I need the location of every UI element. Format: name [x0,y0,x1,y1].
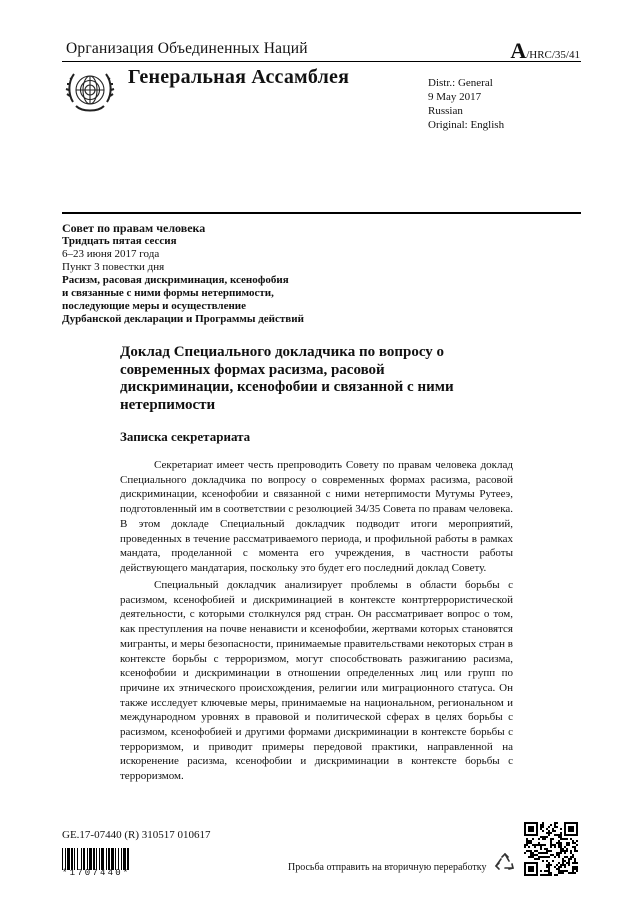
distr-original: Original: English [428,119,505,131]
agenda-title-line: последующие меры и осуществление [62,300,247,312]
document-number: GE.17-07440 (R) 310517 010617 [62,829,211,841]
council-block [62,222,304,326]
council-name: Совет по правам человека [62,221,206,235]
report-title: Доклад Специального докладчика по вопросу о современных формах расизма, расовой дискриминации, ксенофобии и связанной с ними нетерпимости [120,344,454,413]
general-assembly-title: Генеральная Ассамблея [128,66,350,88]
agenda-item: Пункт 3 повестки дня [62,261,165,273]
agenda-title-line: и связанные с ними формы нетерпимости, [62,287,274,299]
council-session: Тридцать пятая сессия [62,235,177,247]
barcode-number: *1707440* [62,868,131,878]
barcode [62,848,154,870]
body-paragraph-2: Специальный докладчик анализирует проблемы в области борьбы с расизмом, ксенофобией и дискриминацией в контексте контртеррористической деятельности, с которыми столкнулся ряд стран. Он рассматривает вопрос о том, как преступления на почве ненависти и ксенофобии, жертвами которых становятся мигранты, и меры безопасности, принимаемые правительствами некоторых стран в контексте борьбы с терроризмом, могут способствовать разжиганию расизма, ксенофобии и дискриминации в отношении определенных лиц или групп по причине их этнического происхождения, религии или миграционного статуса. Он также исследует ключевые меры, принимаемые на национальном, региональном и международном уровнях в правовой и политической сферах в целях борьбы с расизмом, ксенофобией и другими формами дискриминации в контексте борьбы с терроризмом, и приводит примеры передовой практики, направленной на искоренение расизма, ксенофобии и дискриминации в контексте борьбы с терроризмом. [120,579,513,783]
recycle-note: Просьба отправить на вторичную переработку [288,862,487,873]
agenda-title-line: Расизм, расовая дискриминация, ксенофобия [62,274,289,286]
recycle-icon [494,852,516,874]
un-emblem-icon [64,66,116,118]
middle-rule [62,212,581,214]
qr-code [524,822,578,876]
document-symbol-prefix: A [510,38,527,63]
organization-name: Организация Объединенных Наций [66,40,308,57]
distr-line: Distr.: General [428,77,493,89]
distr-language: Russian [428,105,463,117]
distr-date: 9 May 2017 [428,91,482,103]
distribution-block [428,76,504,132]
body-paragraph-1: Секретариат имеет честь препроводить Совету по правам человека доклад Специального докладчика по вопросу о современных формах расизма, расовой дискриминации, ксенофобии и связанной с ними нетерпимости Мутумы Рутееэ, подготовленный им в соответствии с резолюцией 34/35 Совета по правам человека. В этом докладе Специальный докладчик подводит итоги мероприятий, проведенных в течение рассматриваемого периода, и профильной работы в рамках мандата, проделанной с момента его учреждения, в частности работы действующего мандатария, поскольку это будет его последний доклад Совету. [120,459,513,574]
council-dates: 6–23 июня 2017 года [62,248,160,260]
agenda-title-line: Дурбанской декларации и Программы действий [62,313,304,325]
top-rule [62,61,581,62]
note-title: Записка секретариата [120,429,251,444]
document-symbol-rest: /HRC/35/41 [526,49,580,61]
